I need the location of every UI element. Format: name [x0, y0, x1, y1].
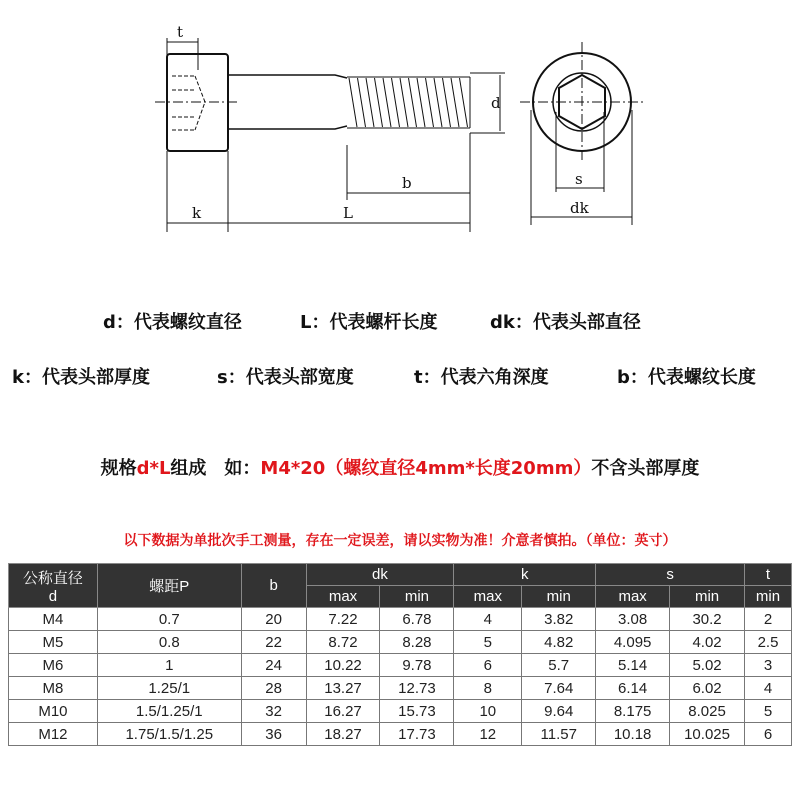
legend-L: L：代表螺杆长度: [300, 312, 438, 333]
screw-diagram: [0, 0, 800, 250]
label-L: L: [343, 204, 353, 222]
label-b: b: [402, 174, 412, 192]
table-cell: 4.82: [522, 631, 596, 654]
table-cell: 8: [454, 677, 522, 700]
table-cell: 1.25/1: [97, 677, 241, 700]
table-cell: 2.5: [745, 631, 792, 654]
table-cell: 3.82: [522, 608, 596, 631]
table-cell: 10.22: [306, 654, 380, 677]
label-s: s: [575, 170, 583, 188]
thread-line: [451, 78, 459, 127]
table-cell: M6: [9, 654, 98, 677]
thread-line: [400, 78, 408, 127]
table-cell: 22: [241, 631, 306, 654]
table-cell: 5.14: [596, 654, 670, 677]
table-cell: 6.02: [670, 677, 745, 700]
label-t: t: [177, 23, 184, 41]
label-k: k: [192, 204, 202, 222]
table-cell: 6.78: [380, 608, 454, 631]
table-cell: 18.27: [306, 723, 380, 746]
thread-line: [392, 78, 400, 127]
table-cell: 32: [241, 700, 306, 723]
label-d: d: [491, 94, 501, 112]
table-row: [9, 723, 792, 746]
legend-dk: dk：代表头部直径: [490, 312, 641, 333]
table-cell: 5: [745, 700, 792, 723]
table-cell: 13.27: [306, 677, 380, 700]
table-cell: 36: [241, 723, 306, 746]
header-max: max: [306, 586, 380, 608]
table-cell: M4: [9, 608, 98, 631]
table-cell: 8.175: [596, 700, 670, 723]
header-d: [9, 564, 98, 608]
thread-line: [383, 78, 391, 127]
table-cell: 8.28: [380, 631, 454, 654]
table-cell: 10: [454, 700, 522, 723]
header-max: max: [454, 586, 522, 608]
table-row: [9, 700, 792, 723]
table-cell: 3: [745, 654, 792, 677]
table-cell: 30.2: [670, 608, 745, 631]
measurement-note: 以下数据为单批次手工测量，存在一定误差，请以实物为准！介意者慎拍。（单位：英寸）: [123, 533, 677, 549]
header-t: t: [745, 564, 792, 586]
table-cell: 5: [454, 631, 522, 654]
table-cell: 10.18: [596, 723, 670, 746]
table-cell: 1: [97, 654, 241, 677]
table-cell: M10: [9, 700, 98, 723]
thread-line: [375, 78, 383, 127]
table-row: [9, 654, 792, 677]
table-cell: 7.22: [306, 608, 380, 631]
legend-k: k：代表头部厚度: [12, 367, 150, 388]
table-cell: 28: [241, 677, 306, 700]
legend-b: b：代表螺纹长度: [617, 367, 756, 388]
table-cell: 8.025: [670, 700, 745, 723]
thread-line: [460, 78, 468, 127]
dimension-lines: [167, 38, 632, 232]
spec-text: 规格: [100, 458, 137, 479]
spec-text: 不含头部厚度: [591, 458, 700, 479]
table-cell: 0.8: [97, 631, 241, 654]
table-cell: 1.5/1.25/1: [97, 700, 241, 723]
header-max: max: [596, 586, 670, 608]
header-pitch: 螺距P: [97, 564, 241, 608]
spec-format: d*L: [136, 458, 171, 479]
legend-t: t：代表六角深度: [414, 367, 549, 388]
spec-table: [8, 563, 792, 746]
table-cell: 11.57: [522, 723, 596, 746]
header-min: min: [380, 586, 454, 608]
table-cell: 16.27: [306, 700, 380, 723]
table-cell: 24: [241, 654, 306, 677]
table-cell: M12: [9, 723, 98, 746]
table-cell: M5: [9, 631, 98, 654]
table-cell: 1.75/1.5/1.25: [97, 723, 241, 746]
thread-line: [426, 78, 434, 127]
thread-line: [417, 78, 425, 127]
screw-side-view: [155, 54, 470, 151]
table-cell: 12.73: [380, 677, 454, 700]
table-cell: 20: [241, 608, 306, 631]
table-cell: 6.14: [596, 677, 670, 700]
table-cell: 7.64: [522, 677, 596, 700]
table-cell: M8: [9, 677, 98, 700]
legend-s: s：代表头部宽度: [217, 367, 354, 388]
spec-text: 组成 如：: [170, 458, 261, 479]
thread-line: [409, 78, 417, 127]
table-cell: 5.02: [670, 654, 745, 677]
table-cell: 17.73: [380, 723, 454, 746]
header-text: 公称直径: [22, 569, 83, 587]
table-cell: 4.095: [596, 631, 670, 654]
spec-example: M4*20（螺纹直径4mm*长度20mm）: [260, 458, 592, 479]
table-cell: 9.78: [380, 654, 454, 677]
header-min: min: [522, 586, 596, 608]
legend-d: d：代表螺纹直径: [103, 312, 242, 333]
table-cell: 15.73: [380, 700, 454, 723]
thread-line: [434, 78, 442, 127]
table-cell: 12: [454, 723, 522, 746]
header-b: b: [241, 564, 306, 608]
table-cell: 6: [454, 654, 522, 677]
label-dk: dk: [570, 199, 589, 217]
table-row: [9, 677, 792, 700]
spec-line: [0, 454, 800, 480]
thread-line: [358, 78, 366, 127]
table-cell: 4: [454, 608, 522, 631]
table-cell: 4.02: [670, 631, 745, 654]
thread-line: [366, 78, 374, 127]
header-s: s: [596, 564, 745, 586]
table-cell: 4: [745, 677, 792, 700]
table-cell: 8.72: [306, 631, 380, 654]
table-cell: 2: [745, 608, 792, 631]
thread-line: [443, 78, 451, 127]
header-min: min: [745, 586, 792, 608]
table-row: [9, 631, 792, 654]
table-cell: 3.08: [596, 608, 670, 631]
table-cell: 0.7: [97, 608, 241, 631]
table-cell: 10.025: [670, 723, 745, 746]
screw-top-view: [520, 42, 645, 160]
header-text: d: [48, 587, 58, 605]
table-cell: 9.64: [522, 700, 596, 723]
header-min: min: [670, 586, 745, 608]
table-cell: 5.7: [522, 654, 596, 677]
table-row: [9, 608, 792, 631]
header-dk: dk: [306, 564, 454, 586]
table-cell: 6: [745, 723, 792, 746]
header-k: k: [454, 564, 596, 586]
thread-line: [349, 78, 357, 127]
